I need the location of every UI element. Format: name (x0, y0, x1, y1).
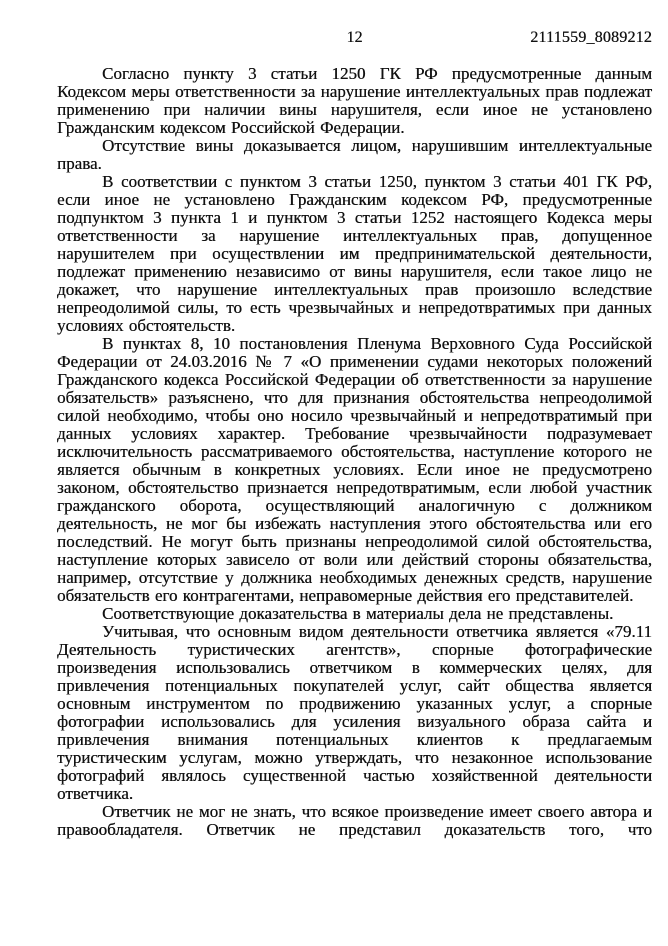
paragraph: В соответствии с пунктом 3 статьи 1250, пунктом 3 статьи 401 ГК РФ, если иное не установлено Гражданским кодексом РФ, предусмотренные подпунктом 3 пункта 1 и пунктом 3 статьи 1252 настоящего Кодекса меры ответственности за нарушение интеллектуальных прав, допущенное нарушителем при осуществлении им предпринимательской деятельности, подлежат применению независимо от вины нарушителя, если такое лицо не докажет, что нарушение интеллектуальных прав произошло вследствие непреодолимой силы, то есть чрезвычайных и непредотвратимых при данных условиях обстоятельств. (57, 172, 652, 335)
paragraph: В пунктах 8, 10 постановления Пленума Верховного Суда Российской Федерации от 24.03.2016 № 7 «О применении судами некоторых положений Гражданского кодекса Российской Федерации об ответственности за нарушение обязательств» разъяснено, что для признания обстоятельства непреодолимой силой необходимо, чтобы оно носило чрезвычайный и непредотвратимый при данных условиях характер. Требование чрезвычайности подразумевает исключительность рассматриваемого обстоятельства, наступление которого не является обычным в конкретных условиях. Если иное не предусмотрено законом, обстоятельство признается непредотвратимым, если любой участник гражданского оборота, осуществляющий аналогичную с должником деятельность, не мог бы избежать наступления этого обстоятельства или его последствий. Не могут быть признаны непреодолимой силой обстоятельства, наступление которых зависело от воли или действий стороны обязательства, например, отсутствие у должника необходимых денежных средств, нарушение обязательств его контрагентами, неправомерные действия его представителей. (57, 334, 652, 605)
page-number: 12 (346, 29, 363, 46)
paragraph: Соответствующие доказательства в материалы дела не представлены. (102, 604, 614, 623)
paragraph: Ответчик не мог не знать, что всякое произведение имеет своего автора и правообладателя. Ответчик не представил доказательств того, что (57, 802, 652, 839)
document-id: 2111559_8089212 (530, 29, 652, 46)
paragraph: Согласно пункту 3 статьи 1250 ГК РФ предусмотренные данным Кодексом меры ответственности за нарушение интеллектуальных прав подлежат применению при наличии вины нарушителя, если иное не установлено Гражданским кодексом Российской Федерации. (57, 64, 652, 137)
paragraph: Отсутствие вины доказывается лицом, нарушившим интеллектуальные права. (57, 136, 652, 173)
page-header (57, 29, 652, 47)
document-body (57, 65, 652, 839)
paragraph: Учитывая, что основным видом деятельности ответчика является «79.11 Деятельность туристических агентств», спорные фотографические произведения использовались ответчиком в коммерческих целях, для привлечения потенциальных покупателей услуг, сайт общества является основным инструментом по продвижению указанных услуг, а спорные фотографии использовались для усиления визуального образа сайта и привлечения внимания потенциальных клиентов к предлагаемым туристическим услугам, можно утверждать, что незаконное использование фотографий являлось существенной частью хозяйственной деятельности ответчика. (57, 622, 652, 803)
